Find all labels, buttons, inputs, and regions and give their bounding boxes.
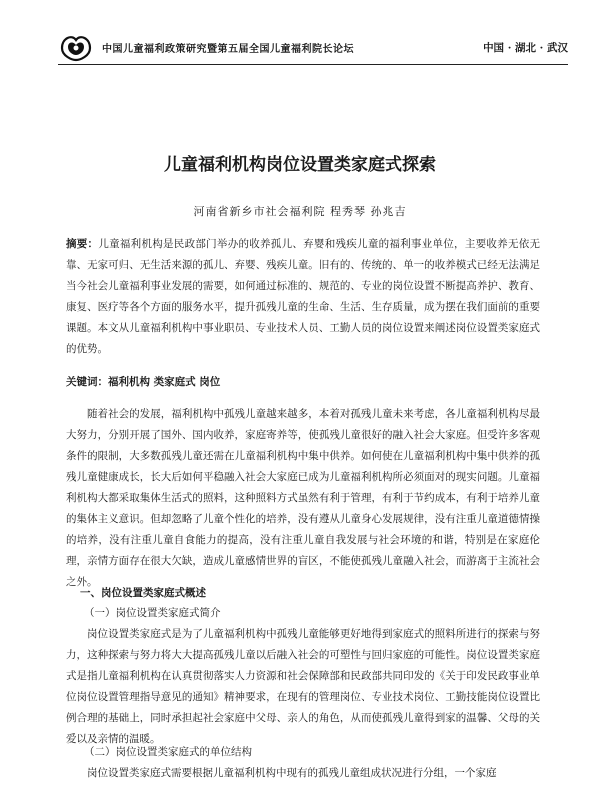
abstract-text: 儿童福利机构是民政部门举办的收养孤儿、弃婴和残疾儿童的福利事业单位，主要收养无依无靠、无家可归、无生活来源的孤儿、弃婴、残疾儿童。旧有的、传统的、单一的收养模式已经无法满足当今社会儿童福利事业发展的需要，如何通过标准的、规范的、专业的岗位设置不断提高养护、教育、康复、医疗等各个方面的服务水平，提升孤残儿童的生命、生活、生存质量，成为摆在我们面前的重要课题。本文从儿童福利机构中事业职员、专业技术人员、工勤人员的岗位设置来阐述岗位设置类家庭式的优势。 — [66, 238, 541, 355]
keywords-label: 关键词： — [66, 376, 108, 388]
article-authors: 河南省新乡市社会福利院 程秀琴 孙兆吉 — [193, 205, 407, 218]
keywords-text: 福利机构 类家庭式 岗位 — [108, 376, 221, 388]
keywords-block — [66, 372, 540, 393]
forum-logo-icon — [58, 32, 94, 62]
journal-title: 中国儿童福利政策研究暨第五届全国儿童福利院长论坛 — [102, 44, 354, 55]
abstract-block — [66, 234, 540, 360]
body-paragraph-3: 岗位设置类家庭式需要根据儿童福利机构中现有的孤残儿童组成状况进行分组，一个家庭 — [87, 767, 497, 779]
article-title: 儿童福利机构岗位设置类家庭式探索 — [164, 155, 436, 175]
subsection-heading-2: （二）岗位设置类家庭式的单位结构 — [84, 746, 252, 758]
subsection-heading-1: （一）岗位设置类家庭式简介 — [84, 607, 221, 619]
conference-location: 中国 · 湖北 · 武汉 — [483, 42, 568, 54]
body-paragraph-1: 随着社会的发展，福利机构中孤残儿童越来越多，本着对孤残儿童未来考虑，各儿童福利机构尽最大努力，分别开展了国外、国内收养，家庭寄养等，使孤残儿童很好的融入社会大家庭。但受许多客观条件的限制，大多数孤残儿童还需在儿童福利机构中集中供养。如何使在儿童福利机构中集中供养的孤残儿童健康成长，长大后如何平稳融入社会大家庭已成为儿童福利机构所必须面对的现实问题。儿童福利机构大都采取集体生活式的照料，这种照料方式虽然有利于管理，有利于节约成本，有利于培养儿童的集体主义意识。但却忽略了儿童个性化的培养，没有遵从儿童身心发展规律，没有注重儿童道德情操的培养，没有注重儿童自食能力的提高，没有注重儿童自我发展与社会环境的和谐，特别是在家庭伦理，亲情方面存在很大欠缺，造成儿童感情世界的盲区，不能使孤残儿童融入社会，而游离于主流社会之外。 — [66, 408, 540, 588]
section-heading-1: 一、岗位设置类家庭式概述 — [80, 587, 206, 599]
abstract-label: 摘要： — [66, 238, 99, 250]
body-paragraph-2: 岗位设置类家庭式是为了儿童福利机构中孤残儿童能够更好地得到家庭式的照料所进行的探索与努力，这种探索与努力将大大提高孤残儿童以后融入社会的可塑性与回归家庭的可能性。岗位设置类家庭式是指儿童福利机构在认真贯彻落实人力资源和社会保障部和民政部共同印发的《关于印发民政事业单位岗位设置管理指导意见的通知》精神要求，在现有的管理岗位、专业技术岗位、工勤技能岗位设置比例合理的基础上，同时承担起社会家庭中父母、亲人的角色，从而使孤残儿童得到家的温馨、父母的关爱以及亲情的温暖。 — [66, 628, 540, 745]
running-header — [58, 32, 568, 65]
